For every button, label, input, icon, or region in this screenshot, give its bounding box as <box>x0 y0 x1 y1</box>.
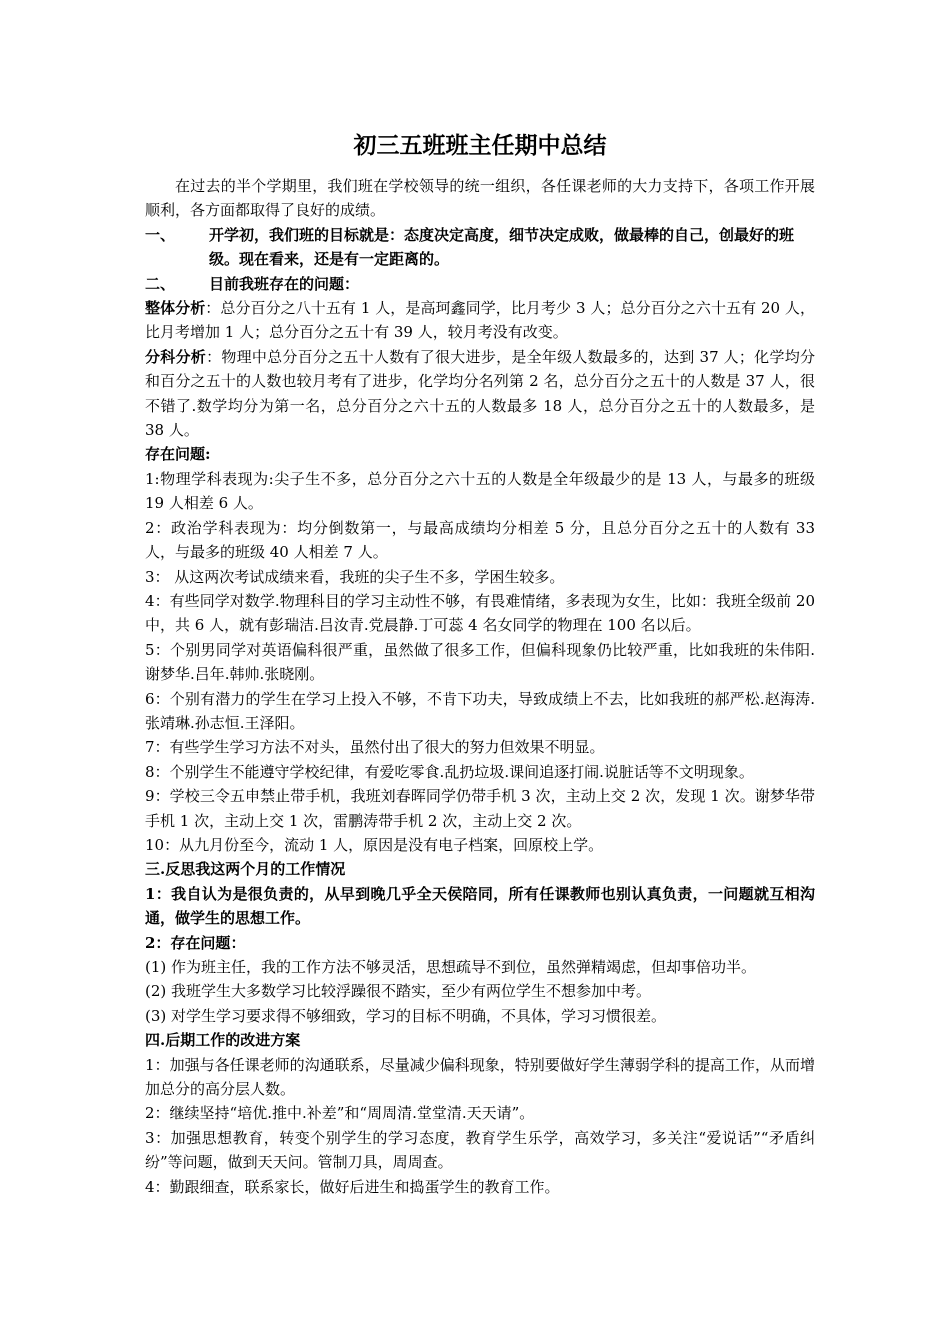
reflection-item: (3) 对学生学习要求得不够细致，学习的目标不明确，不具体，学习习惯很差。 <box>145 1006 667 1025</box>
plan-item: 3：加强思想教育，转变个别学生的学习态度，教育学生乐学，高效学习，多关注“爱说话”“矛盾纠纷”等问题，做到天天问。管制刀具，周周查。 <box>145 1128 815 1172</box>
overall-analysis-text: ：总分百分之八十五有 1 人，是高珂鑫同学，比月考少 3 人；总分百分之六十五有 20 人，比月考增加 1 人；总分百分之五十有 39 人，较月考没有改变。 <box>145 299 815 342</box>
problem-item: 2：政治学科表现为：均分倒数第一，与最高成绩均分相差 5 分，且总分百分之五十的人数有 33 人，与最多的班级 40 人相差 7 人。 <box>145 518 815 562</box>
subject-analysis <box>145 345 815 443</box>
problem-item: 10：从九月份至今，流动 1 人，原因是没有电子档案，回原校上学。 <box>145 835 604 854</box>
overall-analysis-label: 整体分析 <box>145 299 206 318</box>
reflection-item: (2) 我班学生大多数学习比较浮躁很不踏实，至少有两位学生不想参加中考。 <box>145 982 652 1001</box>
problem-item: 9：学校三令五申禁止带手机，我班刘春晖同学仍带手机 3 次，主动上交 2 次，发现 1 次。谢梦华带手机 1 次，主动上交 1 次，雷鹏涛带手机 2 次，主动上交 2 次。 <box>145 787 815 830</box>
plan-item: 1：加强与各任课老师的沟通联系，尽量减少偏科现象，特别要做好学生薄弱学科的提高工作，从而增加总分的高分层人数。 <box>145 1055 815 1099</box>
problems-heading: 存在问题: <box>145 445 211 464</box>
section-1-text: 开学初，我们班的目标就是：态度决定高度，细节决定成败，做最棒的自己，创最好的班级。现在看来，还是有一定距离的。 <box>209 225 795 269</box>
problem-item: 3： 从这两次考试成绩来看，我班的尖子生不多，学困生较多。 <box>145 567 565 586</box>
section-2 <box>145 272 815 296</box>
intro-paragraph: 在过去的半个学期里，我们班在学校领导的统一组织，各任课老师的大力支持下，各项工作开展顺利，各方面都取得了良好的成绩。 <box>145 177 815 220</box>
problem-item: 1:物理学科表现为:尖子生不多，总分百分之六十五的人数是全年级最少的是 13 人，与最多的班级 19 人相差 6 人。 <box>145 469 815 513</box>
problem-item: 7：有些学生学习方法不对头，虽然付出了很大的努力但效果不明显。 <box>145 738 605 757</box>
problem-item: 8：个别学生不能遵守学校纪律，有爱吃零食.乱扔垃圾.课间追逐打闹.说脏话等不文明现象。 <box>145 762 754 781</box>
problem-item: 6：个别有潜力的学生在学习上投入不够，不肯下功夫，导致成绩上不去，比如我班的郝严松.赵海涛.张靖琳.孙志恒.王泽阳。 <box>145 689 815 732</box>
reflection-item: (1) 作为班主任，我的工作方法不够灵活，思想疏导不到位，虽然弹精竭虑，但却事倍功半。 <box>145 958 757 976</box>
section-2-text: 目前我班存在的问题： <box>209 274 360 293</box>
subject-analysis-text: ：物理中总分百分之五十人数有了很大进步，是全年级人数最多的，达到 37 人；化学均分和百分之五十的人数也较月考有了进步，化学均分名列第 2 名，总分百分之五十的人数是 37 人，很不错了.数学均分为第一名，总分百分之六十五的人数最多 18 人，总分百分之五十的人数最多，是 38 人。 <box>145 347 815 440</box>
overall-analysis <box>145 296 815 345</box>
section-2-number: 二、 <box>145 274 176 293</box>
document-page <box>145 128 815 1199</box>
section-1-number: 一、 <box>145 225 176 244</box>
problem-item: 5：个别男同学对英语偏科很严重，虽然做了很多工作，但偏科现象仍比较严重，比如我班的朱伟阳.谢梦华.吕年.韩帅.张晓刚。 <box>145 640 815 684</box>
subject-analysis-label: 分科分析 <box>145 347 207 366</box>
section-4-heading: 四.后期工作的改进方案 <box>145 1031 301 1050</box>
section-3-item-2-heading: 2：存在问题： <box>145 933 246 952</box>
plan-item: 4：勤跟细查，联系家长，做好后进生和捣蛋学生的教育工作。 <box>145 1177 560 1196</box>
document-title: 初三五班班主任期中总结 <box>353 133 607 159</box>
section-3-item-1: 1：我自认为是很负责的，从早到晚几乎全天侯陪同，所有任课教师也别认真负责，一问题就互相沟通，做学生的思想工作。 <box>145 884 815 928</box>
section-1 <box>145 223 815 272</box>
section-3-heading: 三.反思我这两个月的工作情况 <box>145 860 346 879</box>
plan-item: 2：继续坚持“培优.推中.补差”和“周周清.堂堂清.天天请”。 <box>145 1104 535 1123</box>
problem-item: 4：有些同学对数学.物理科目的学习主动性不够，有畏难情绪，多表现为女生，比如：我班全级前 20 中，共 6 人，就有彭瑞洁.吕汝青.党晨静.丁可蕊 4 名女同学的物理在 100 名以后。 <box>145 591 815 635</box>
